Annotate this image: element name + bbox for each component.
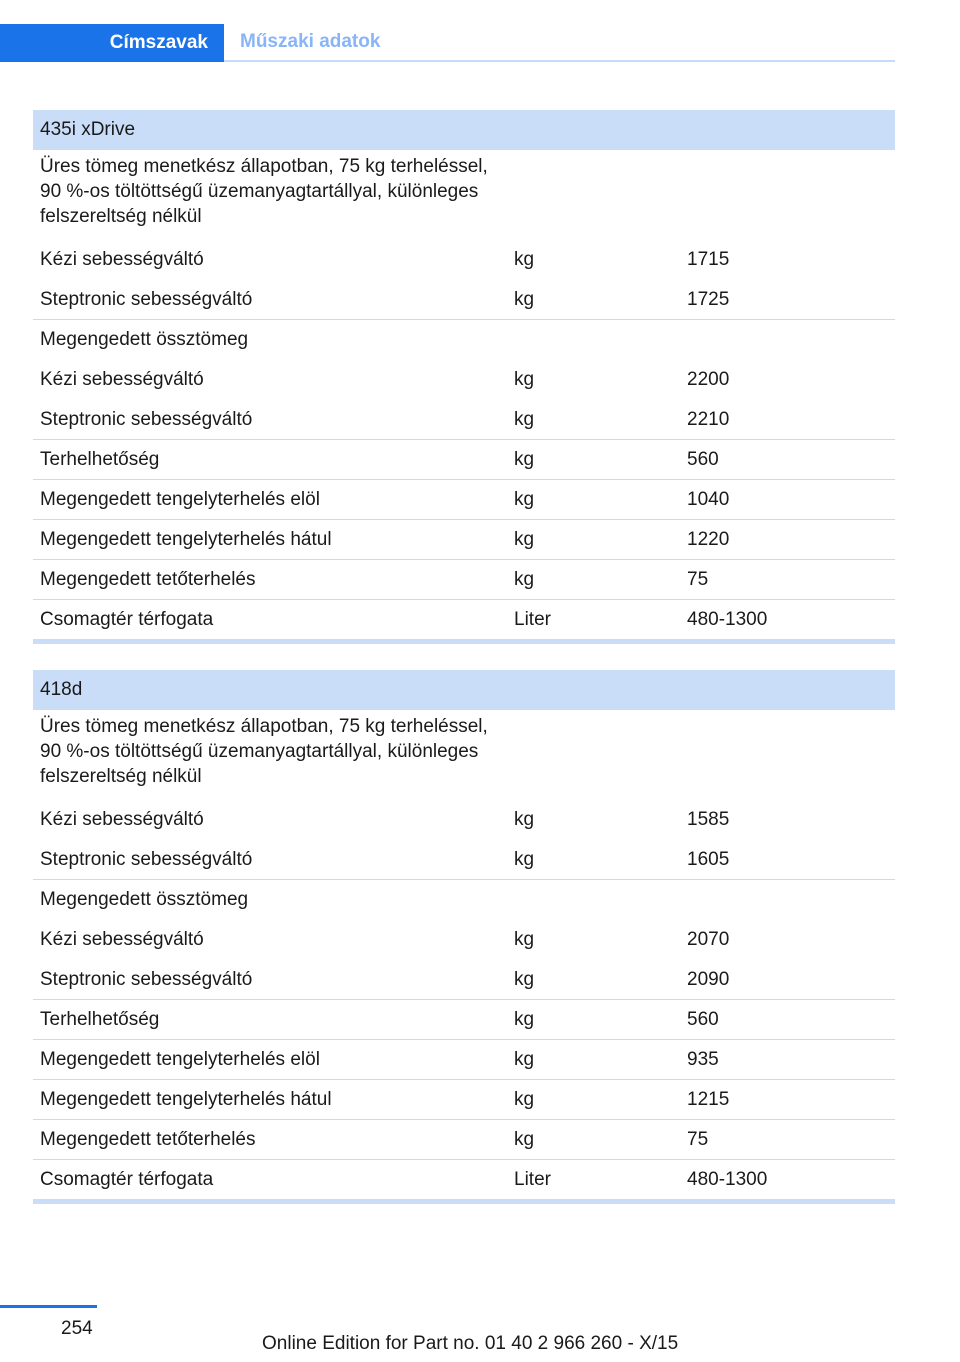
row-label: Megengedett tetőterhelés: [40, 569, 256, 590]
table-title: 435i xDrive: [33, 110, 895, 150]
row-value: 2210: [687, 408, 730, 430]
table-row: [33, 559, 895, 599]
table-row: [33, 999, 895, 1039]
row-label: Kézi sebességváltó: [40, 368, 204, 390]
footer-accent-line: [0, 1305, 97, 1308]
spec-table-435i: [33, 110, 895, 644]
table-intro-row: [33, 710, 895, 799]
row-label: Megengedett tengelyterhelés hátul: [40, 529, 332, 550]
table-row: [33, 239, 895, 279]
table-end-rule: [33, 1199, 895, 1204]
row-unit: kg: [514, 288, 535, 310]
row-label: Csomagtér térfogata: [40, 1169, 214, 1190]
row-label: Kézi sebességváltó: [40, 808, 204, 830]
table-row: [33, 1079, 895, 1119]
table-row: [33, 519, 895, 559]
row-unit: kg: [514, 569, 535, 590]
page-number: 254: [61, 1318, 93, 1339]
table-section-row: [33, 319, 895, 359]
table-row: [33, 399, 895, 439]
row-unit: kg: [514, 1089, 535, 1110]
row-unit: kg: [514, 928, 535, 950]
row-unit: kg: [514, 808, 535, 830]
row-unit: kg: [514, 489, 535, 510]
row-label: Kézi sebességváltó: [40, 928, 204, 950]
row-label: Megengedett tengelyterhelés elöl: [40, 1049, 320, 1070]
row-value: 1040: [687, 489, 730, 510]
edition-note: Online Edition for Part no. 01 40 2 966 260 - X/15: [262, 1333, 679, 1354]
table-intro-row: [33, 150, 895, 239]
row-label: Terhelhetőség: [40, 449, 160, 470]
row-label: Megengedett tengelyterhelés hátul: [40, 1089, 332, 1110]
header-tabs: [0, 24, 895, 62]
row-label: Steptronic sebességváltó: [40, 408, 253, 430]
row-unit: kg: [514, 968, 535, 990]
row-unit: kg: [514, 529, 535, 550]
row-value: 560: [687, 1009, 719, 1030]
row-label: Megengedett tetőterhelés: [40, 1129, 256, 1150]
row-unit: kg: [514, 248, 535, 270]
row-label: Kézi sebességváltó: [40, 248, 204, 270]
row-label: Megengedett tengelyterhelés elöl: [40, 489, 320, 510]
table-row: [33, 439, 895, 479]
table-row: [33, 919, 895, 959]
table-row: [33, 959, 895, 999]
table-row: [33, 359, 895, 399]
row-unit: kg: [514, 408, 535, 430]
row-label: Steptronic sebességváltó: [40, 848, 253, 870]
intro-text: Üres tömeg menetkész állapotban, 75 kg terheléssel, 90 %-os töltöttségű üzemanyagtartállyal, különleges felszereltség nélkül: [40, 156, 488, 227]
row-unit: kg: [514, 368, 535, 390]
row-value: 75: [687, 569, 709, 590]
table-title: 418d: [33, 670, 895, 710]
row-value: 1725: [687, 288, 730, 310]
row-value: 1605: [687, 848, 730, 870]
spec-table-418d: [33, 670, 895, 1204]
row-value: 480-1300: [687, 1169, 768, 1190]
row-value: 1715: [687, 248, 730, 270]
table-row: [33, 1119, 895, 1159]
row-value: 1215: [687, 1089, 730, 1110]
intro-text: Üres tömeg menetkész állapotban, 75 kg terheléssel, 90 %-os töltöttségű üzemanyagtartállyal, különleges felszereltség nélkül: [40, 716, 488, 787]
row-unit: kg: [514, 449, 535, 470]
row-unit: kg: [514, 1009, 535, 1030]
row-label: Terhelhetőség: [40, 1009, 160, 1030]
table-row: [33, 599, 895, 639]
row-value: 935: [687, 1049, 719, 1070]
row-value: 480-1300: [687, 609, 768, 630]
row-unit: Liter: [514, 1169, 551, 1190]
row-value: 2070: [687, 928, 730, 950]
table-row: [33, 1159, 895, 1199]
table-row: [33, 799, 895, 839]
row-unit: kg: [514, 1049, 535, 1070]
row-unit: Liter: [514, 609, 551, 630]
table-row: [33, 279, 895, 319]
row-value: 1220: [687, 529, 730, 550]
table-row: [33, 1039, 895, 1079]
row-label: Megengedett össztömeg: [40, 889, 249, 910]
tab-muszaki-adatok[interactable]: Műszaki adatok: [224, 24, 895, 62]
table-section-row: [33, 879, 895, 919]
tab-cimszavak[interactable]: Címszavak: [0, 24, 224, 62]
table-end-rule: [33, 639, 895, 644]
row-value: 560: [687, 449, 719, 470]
row-value: 75: [687, 1129, 709, 1150]
table-row: [33, 479, 895, 519]
row-unit: kg: [514, 1129, 535, 1150]
row-label: Steptronic sebességváltó: [40, 288, 253, 310]
row-unit: kg: [514, 848, 535, 870]
row-value: 1585: [687, 808, 730, 830]
row-label: Csomagtér térfogata: [40, 609, 214, 630]
table-row: [33, 839, 895, 879]
row-label: Steptronic sebességváltó: [40, 968, 253, 990]
row-label: Megengedett össztömeg: [40, 329, 249, 350]
row-value: 2090: [687, 968, 730, 990]
row-value: 2200: [687, 368, 730, 390]
